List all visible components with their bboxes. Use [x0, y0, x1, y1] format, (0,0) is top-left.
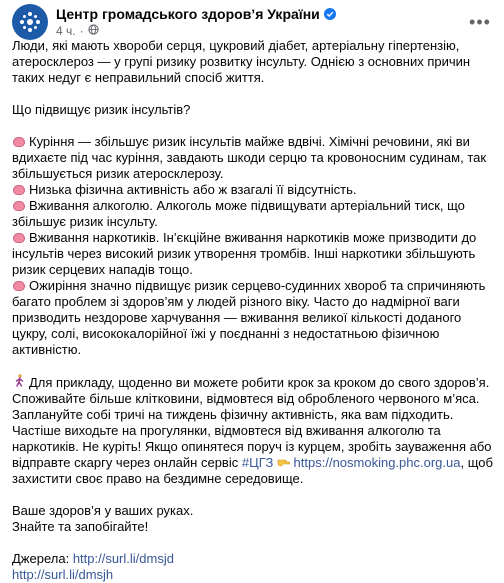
- advice-text-end: , щоб захистити своє право на бездимне середовище.: [12, 455, 493, 486]
- hand-pointing-right-icon: [277, 455, 290, 470]
- advice-text: Для прикладу, щоденно ви можете робити крок за кроком до свого здоров’я. Споживайте більше клітковини, відмовтеся від обробленого червоного м’яса. Заплануйте собі тричі на тиждень фізичну активність, яка вам підходить. Частіше виходьте на прогулянки, відмовтеся від вживання алкоголю та наркотиків. Не куріть! Якщо опинятеся поруч із курцем, зробіть зауваження або відправте скаргу через онлайн сервіс: [12, 375, 492, 470]
- brain-icon: [12, 182, 26, 198]
- hashtag-link[interactable]: #ЦГЗ: [241, 455, 274, 470]
- brain-icon: [12, 230, 26, 246]
- nosmoking-link[interactable]: https://nosmoking.phc.org.ua: [293, 455, 461, 470]
- more-dots-icon: •••: [469, 11, 491, 32]
- closing-line-2: Знайте та запобігайте!: [12, 519, 149, 534]
- phc-logo-icon: [18, 10, 42, 34]
- walking-person-icon: [12, 374, 26, 391]
- risk-item: [12, 278, 496, 358]
- more-options-button[interactable]: [466, 8, 494, 36]
- risk-item: [12, 198, 496, 230]
- brain-icon: [12, 278, 26, 294]
- source-link-1[interactable]: http://surl.li/dmsjd: [72, 551, 174, 566]
- post-question: Що підвищує ризик інсультів?: [12, 102, 191, 117]
- advice-paragraph: [12, 374, 496, 487]
- risk-text: Вживання наркотиків. Ін’єкційне вживання наркотиків може призводити до інсультів через високий ризик утворення тромбів. Інші наркотики збільшують ризик серцевих нападів тощо.: [12, 230, 477, 277]
- closing-line-1: Ваше здоров’я у ваших руках.: [12, 503, 194, 518]
- post-time[interactable]: 4 ч.: [56, 24, 76, 38]
- globe-icon: [88, 24, 99, 38]
- post-intro: Люди, які мають хвороби серця, цукровий діабет, артеріальну гіпертензію, атеросклероз — у групі ризику розвитку інсульту. Однією з основних причин таких недуг є неправильний спосіб життя.: [12, 38, 471, 85]
- risk-text: Ожиріння значно підвищує ризик серцево-судинних хвороб та спричиняють багато проблем зі здоров’ям у людей різного віку. Часто до надмірної ваги призводить нездорове харчування — вживання великої кількості доданого цукру, солі, висококалорійної їжі у поєднанні з недостатньою фізичною активністю.: [12, 278, 486, 357]
- risk-item: [12, 182, 496, 198]
- post-content: [12, 38, 496, 583]
- verified-badge-icon: [324, 8, 336, 20]
- sources-line: [12, 551, 496, 567]
- page-avatar[interactable]: [12, 4, 48, 40]
- page-name[interactable]: Центр громадського здоров’я України: [56, 6, 320, 22]
- source-link-2[interactable]: http://surl.li/dmsjh: [12, 567, 114, 582]
- brain-icon: [12, 198, 26, 214]
- header-text: [56, 6, 336, 38]
- risk-item: [12, 134, 496, 182]
- risk-text: Низька фізична активність або ж взагалі її відсутність.: [29, 182, 357, 197]
- sources-line-2: [12, 567, 496, 583]
- risk-text: Куріння — збільшує ризик інсультів майже вдвічі. Хімічні речовини, які ви вдихаєте під час куріння, завдають шкоди серцю та кровоносним судинам, так збільшується ризик атеросклерозу.: [12, 134, 487, 181]
- page-name-row: [56, 6, 336, 22]
- post-meta: [56, 24, 336, 38]
- risk-item: [12, 230, 496, 278]
- risk-text: Вживання алкоголю. Алкоголь може підвищувати артеріальний тиск, що збільшує ризик інсульту.: [12, 198, 465, 229]
- sources-label: Джерела:: [12, 551, 73, 566]
- meta-separator: ·: [79, 24, 84, 38]
- brain-icon: [12, 134, 26, 150]
